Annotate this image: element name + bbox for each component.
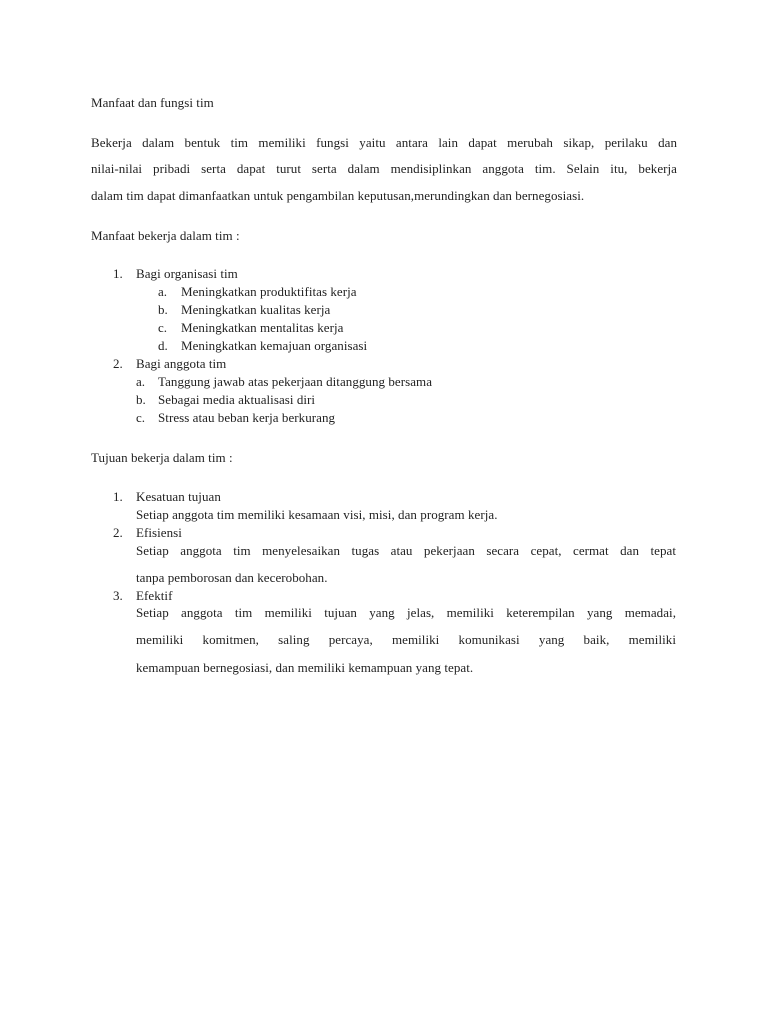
tujuan-item-description: Setiap anggota tim menyelesaikan tugas atau pekerjaan secara cepat, cermat dan tepat: [136, 543, 676, 558]
intro-line-1: Bekerja dalam bentuk tim memiliki fungsi yaitu antara lain dapat merubah sikap, perilaku dan: [91, 135, 677, 150]
tujuan-item-description: memiliki komitmen, saling percaya, memiliki komunikasi yang baik, memiliki: [136, 632, 676, 647]
tujuan-item-description: Setiap anggota tim memiliki kesamaan visi, misi, dan program kerja.: [136, 507, 498, 522]
tujuan-item-label: Efisiensi: [136, 525, 182, 540]
sub-item-letter: c.: [136, 410, 146, 425]
page-title: Manfaat dan fungsi tim: [91, 95, 214, 110]
tujuan-item-number: 2.: [113, 525, 123, 540]
sub-item-text: Meningkatkan kemajuan organisasi: [181, 338, 368, 353]
manfaat-item-number: 1.: [113, 266, 123, 281]
sub-item-letter: d.: [158, 338, 168, 353]
sub-item-letter: a.: [158, 284, 168, 299]
tujuan-item-label: Kesatuan tujuan: [136, 489, 221, 504]
manfaat-item-label: Bagi organisasi tim: [136, 266, 238, 281]
intro-line-3: dalam tim dapat dimanfaatkan untuk pengambilan keputusan,merundingkan dan bernegosiasi.: [91, 188, 585, 203]
sub-item-text: Sebagai media aktualisasi diri: [158, 392, 316, 407]
sub-item-letter: c.: [158, 320, 168, 335]
manfaat-item-number: 2.: [113, 356, 123, 371]
sub-item-text: Tanggung jawab atas pekerjaan ditanggung bersama: [158, 374, 433, 389]
manfaat-item-label: Bagi anggota tim: [136, 356, 227, 371]
tujuan-item-label: Efektif: [136, 588, 173, 603]
sub-item-letter: b.: [136, 392, 146, 407]
intro-line-2: nilai-nilai pribadi serta dapat turut serta dalam mendisiplinkan anggota tim. Selain itu, bekerja: [91, 161, 677, 176]
tujuan-item-number: 1.: [113, 489, 123, 504]
manfaat-heading: Manfaat bekerja dalam tim :: [91, 228, 240, 243]
tujuan-heading: Tujuan bekerja dalam tim :: [91, 450, 233, 465]
sub-item-text: Stress atau beban kerja berkurang: [158, 410, 336, 425]
tujuan-item-description: kemampuan bernegosiasi, dan memiliki kemampuan yang tepat.: [136, 660, 474, 675]
tujuan-item-number: 3.: [113, 588, 123, 603]
sub-item-letter: a.: [136, 374, 146, 389]
sub-item-letter: b.: [158, 302, 168, 317]
sub-item-text: Meningkatkan kualitas kerja: [181, 302, 331, 317]
sub-item-text: Meningkatkan produktifitas kerja: [181, 284, 357, 299]
sub-item-text: Meningkatkan mentalitas kerja: [181, 320, 344, 335]
tujuan-item-description: Setiap anggota tim memiliki tujuan yang jelas, memiliki keterempilan yang memadai,: [136, 605, 676, 620]
tujuan-item-description: tanpa pemborosan dan kecerobohan.: [136, 570, 328, 585]
